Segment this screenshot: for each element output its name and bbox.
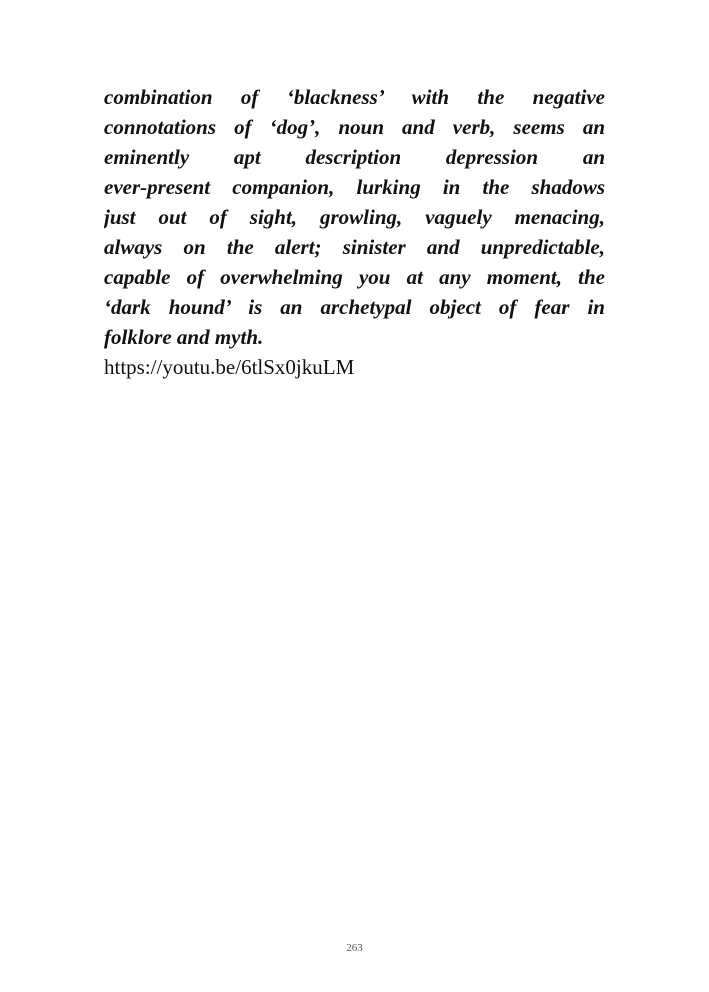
quote-line: ever-present companion, lurking in the shadows [104,175,605,199]
quote-line: always on the alert; sinister and unpredictable, [104,235,605,259]
quote-line: just out of sight, growling, vaguely menacing, [104,205,605,229]
quote-line: ‘dark hound’ is an archetypal object of fear in [104,295,605,319]
quote-line: combination of ‘blackness’ with the negative [104,85,605,109]
page-number: 263 [346,942,363,954]
quote-text-block [104,82,605,382]
youtube-link[interactable]: https://youtu.be/6tlSx0jkuLM [104,355,355,379]
quote-line: connotations of ‘dog’, noun and verb, seems an [104,115,605,139]
quote-line: eminently apt description depression an [104,145,605,169]
quote-line: folklore and myth. [104,325,264,349]
quote-line: capable of overwhelming you at any moment, the [104,265,605,289]
